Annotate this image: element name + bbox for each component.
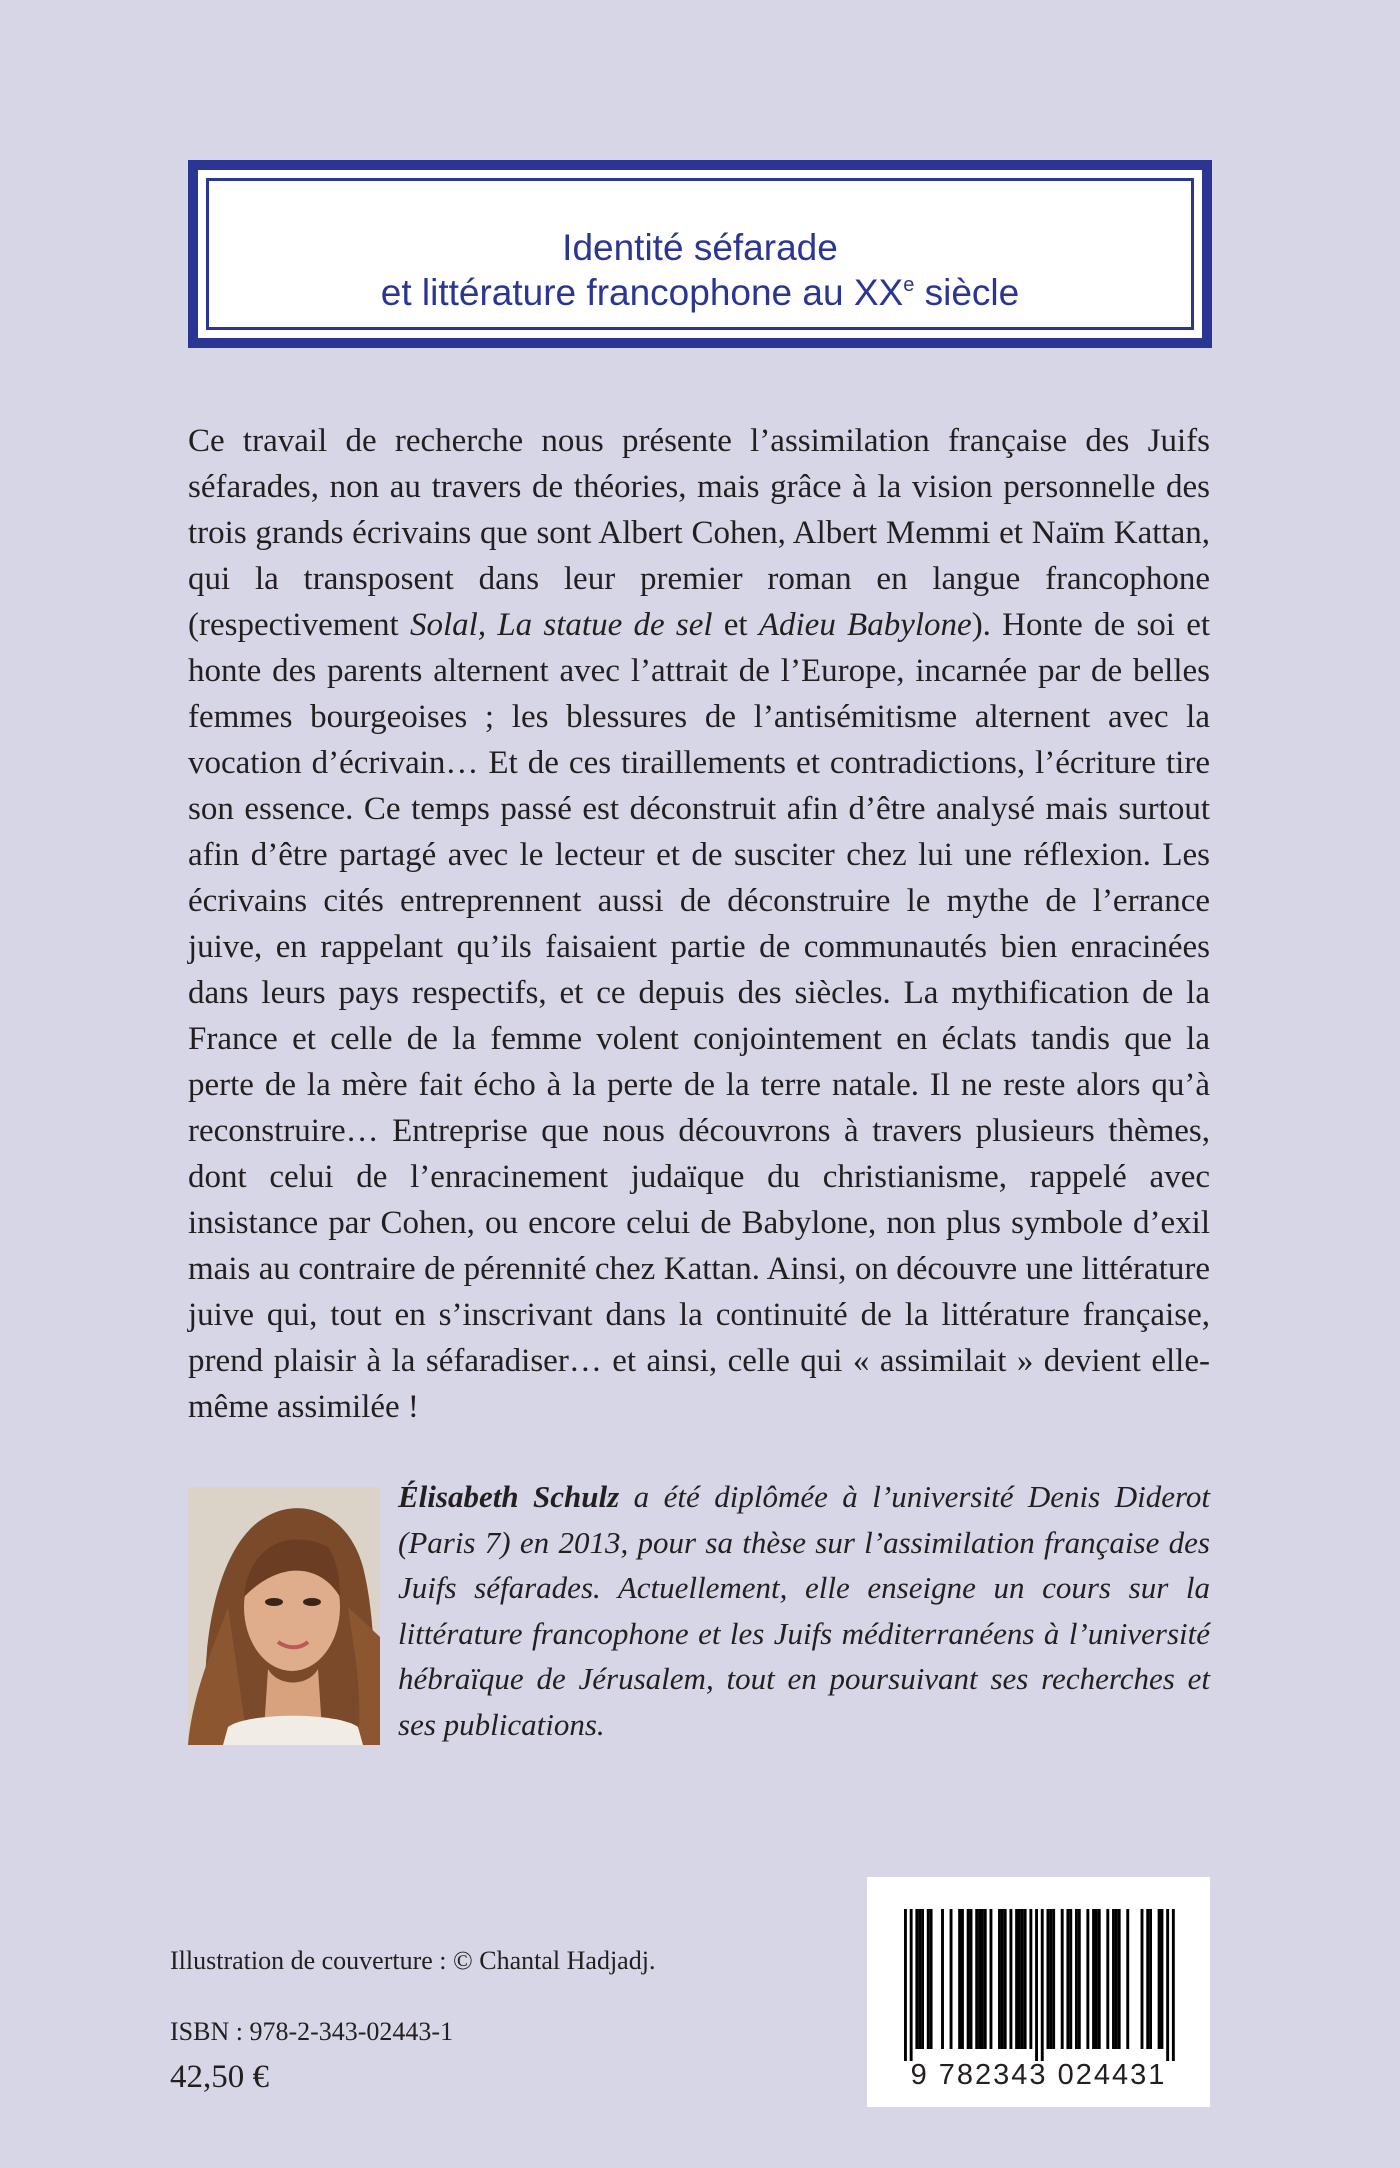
barcode-bar (970, 1909, 973, 2049)
cover-illustration-credit: Illustration de couverture : © Chantal Hadjadj. (170, 1946, 656, 1975)
barcode-bar (950, 1909, 953, 2049)
title-line-1: Identité séfarade (562, 227, 838, 268)
title-superscript: e (903, 274, 915, 296)
barcode (867, 1877, 1210, 2107)
barcode-bar (1172, 1909, 1175, 2061)
barcode-bar (941, 1909, 944, 2049)
barcode-bar (1161, 1909, 1164, 2049)
barcode-bar (1075, 1909, 1078, 2049)
barcode-bar (1086, 1909, 1089, 2049)
barcode-bar (1092, 1909, 1095, 2049)
barcode-bar (918, 1909, 921, 2049)
blurb-part-3: ). Honte de soi et honte des parents alternent avec l’attrait de l’Europe, incarnée par de belles femmes bourgeoises ; les blessures de l’antisémitisme alternent avec la vocation d’écrivain… Et de ces tiraillements et contradictions, l’écriture tire son essence. Ce temps passé est déconstruit afin d’être analysé mais surtout afin d’être partagé avec le lecteur et de susciter chez lui une réflexion. Les écrivains cités entreprennent aussi de déconstruire le mythe de l’errance juive, en rappelant qu’ils faisaient partie de communautés bien enracinées dans leurs pays respectifs, et ce depuis des siècles. La mythification de la France et celle de la femme volent conjointement en éclats tandis que la perte de la mère fait écho à la perte de la terre natale. Il ne reste alors qu’à reconstruire… Entreprise que nous découvrons à travers plusieurs thèmes, dont celui de l’enracinement judaïque du christianisme, rappelé avec insistance par Cohen, ou encore celui de Babylone, non plus symbole d’exil mais au contraire de pérennité chez Kattan. Ainsi, on découvre une littérature juive qui, tout en s’inscrivant dans la continuité de la littérature française, prend plaisir à la séfaradiser… et ainsi, celle qui « assimilait » devient elle-même assimilée ! (188, 607, 1211, 1425)
barcode-digits: 9 782343 024431 (910, 2059, 1167, 2091)
title-line-2 (209, 270, 1191, 315)
barcode-bar (1049, 1909, 1052, 2049)
barcode-bar (975, 1909, 978, 2049)
author-bio (398, 1474, 1210, 1747)
barcode-bar (990, 1909, 993, 2049)
barcode-bar (1001, 1909, 1004, 2049)
barcode-bar (1118, 1909, 1121, 2049)
barcode-bar (958, 1909, 961, 2049)
blurb-italic-title-2: Adieu Babylone (758, 607, 972, 643)
barcode-bar (1158, 1909, 1161, 2049)
barcode-bar (1149, 1909, 1152, 2049)
book-title (209, 225, 1191, 315)
barcode-bar (930, 1909, 933, 2049)
barcode-bar (1061, 1909, 1064, 2049)
barcode-bar (981, 1909, 984, 2049)
title-line-2-end: siècle (914, 272, 1020, 313)
barcode-bar (1166, 1909, 1169, 2061)
barcode-bar (1029, 1909, 1032, 2049)
title-line-2-text: et littérature francophone au XX (380, 272, 904, 313)
barcode-bar (1126, 1909, 1129, 2049)
barcode-bar (1024, 1909, 1027, 2049)
barcode-bar (1115, 1909, 1118, 2049)
barcode-bar (1035, 1909, 1038, 2061)
barcode-bar (1015, 1909, 1018, 2049)
back-cover-blurb (188, 418, 1210, 1430)
isbn: ISBN : 978-2-343-02443-1 (170, 2017, 454, 2046)
barcode-bar (1112, 1909, 1115, 2049)
barcode-bar (1009, 1909, 1012, 2049)
barcode-bar (1106, 1909, 1109, 2049)
barcode-bar (1021, 1909, 1024, 2049)
barcode-bar (998, 1909, 1001, 2049)
title-frame-inner (198, 170, 1202, 338)
barcode-bar (984, 1909, 987, 2049)
title-frame-border (206, 178, 1194, 330)
title-frame (188, 160, 1212, 348)
barcode-bars (867, 1877, 1210, 2067)
barcode-bar (961, 1909, 964, 2049)
barcode-bar (921, 1909, 924, 2049)
blurb-part-1: Ce travail de recherche nous présente l’assimilation française des Juifs séfarades, non au travers de théories, mais grâce à la vision personnelle des trois grands écrivains que sont Albert Cohen, Albert Memmi et Naïm Kattan, qui la transposent dans leur premier roman en langue francophone (respectivement (188, 423, 1210, 643)
barcode-bar (1146, 1909, 1149, 2049)
barcode-bar (904, 1909, 907, 2061)
barcode-bar (1041, 1909, 1044, 2061)
barcode-bar (1141, 1909, 1144, 2049)
barcode-bar (915, 1909, 918, 2049)
author-photo (188, 1487, 380, 1745)
barcode-bar (1052, 1909, 1055, 2049)
barcode-bar (1098, 1909, 1101, 2049)
blurb-part-2: et (712, 607, 759, 643)
author-name: Élisabeth Schulz (398, 1479, 620, 1514)
barcode-bar (1095, 1909, 1098, 2049)
barcode-bar (1066, 1909, 1069, 2049)
barcode-bar (967, 1909, 970, 2049)
author-portrait-illustration (188, 1487, 380, 1745)
barcode-bar (1078, 1909, 1081, 2049)
barcode-bar (927, 1909, 930, 2049)
barcode-bar (1069, 1909, 1072, 2049)
blurb-italic-titles: Solal, La statue de sel (409, 607, 713, 643)
author-bio-text: a été diplômée à l’université Denis Diderot (Paris 7) en 2013, pour sa thèse sur l’assimilation française des Juifs séfarades. Actuellement, elle enseigne un cours sur la littérature francophone et les Juifs méditerranéens à l’université hébraïque de Jérusalem, tout en poursuivant ses recherches et ses publications. (398, 1479, 1210, 1742)
barcode-bar (978, 1909, 981, 2049)
barcode-bar (910, 1909, 913, 2061)
barcode-bar (1047, 1909, 1050, 2049)
barcode-bar (1004, 1909, 1007, 2049)
price: 42,50 € (170, 2059, 269, 2095)
barcode-bar (1018, 1909, 1021, 2049)
